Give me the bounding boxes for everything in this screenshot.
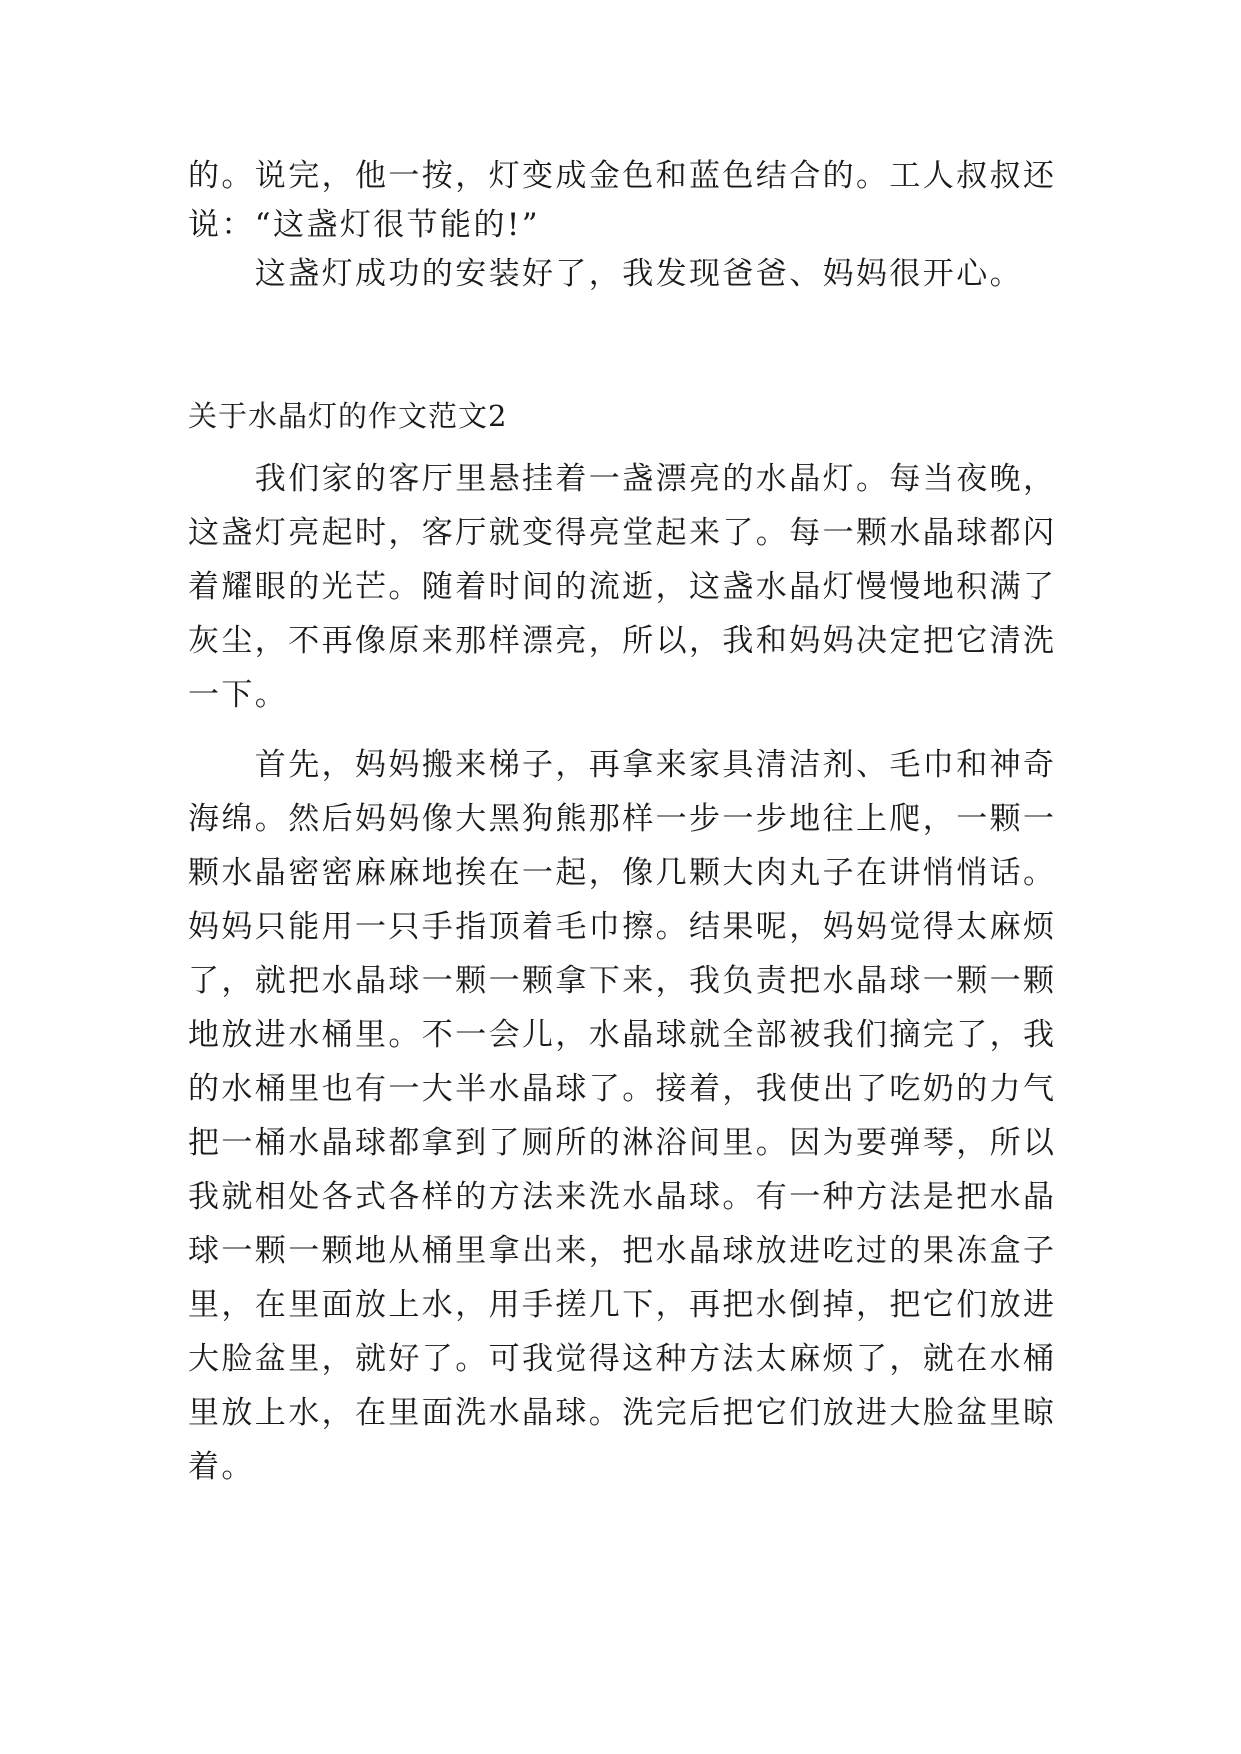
text-line: 大脸盆里，就好了。可我觉得这种方法太麻烦了，就在水桶 <box>188 1341 1057 1377</box>
text-line: 的。说完，他一按，灯变成金色和蓝色结合的。工人叔叔还 <box>188 158 1057 194</box>
text-line: 球一颗一颗地从桶里拿出来，把水晶球放进吃过的果冻盒子 <box>188 1233 1057 1269</box>
text-line: 一下。 <box>188 677 289 713</box>
text-line: 妈妈只能用一只手指顶着毛巾擦。结果呢，妈妈觉得太麻烦 <box>188 909 1057 945</box>
text-line: 里，在里面放上水，用手搓几下，再把水倒掉，把它们放进 <box>188 1287 1057 1323</box>
text-line: 着。 <box>188 1449 255 1485</box>
text-line: 我就相处各式各样的方法来洗水晶球。有一种方法是把水晶 <box>188 1179 1057 1215</box>
text-line: 把一桶水晶球都拿到了厕所的淋浴间里。因为要弹琴，所以 <box>188 1125 1057 1161</box>
text-line: 着耀眼的光芒。随着时间的流逝，这盏水晶灯慢慢地积满了 <box>188 569 1057 605</box>
text-line: 颗水晶密密麻麻地挨在一起，像几颗大肉丸子在讲悄悄话。 <box>188 855 1057 891</box>
text-line: 灰尘，不再像原来那样漂亮，所以，我和妈妈决定把它清洗 <box>188 623 1057 659</box>
text-line: 里放上水，在里面洗水晶球。洗完后把它们放进大脸盆里晾 <box>188 1395 1057 1431</box>
text-line: 首先，妈妈搬来梯子，再拿来家具清洁剂、毛巾和神奇 <box>188 747 1057 783</box>
text-line: 我们家的客厅里悬挂着一盏漂亮的水晶灯。每当夜晚， <box>188 461 1057 497</box>
text-line: 这盏灯成功的安装好了，我发现爸爸、妈妈很开心。 <box>188 256 1023 292</box>
text-line: 的水桶里也有一大半水晶球了。接着，我使出了吃奶的力气 <box>188 1071 1057 1107</box>
text-line: 了，就把水晶球一颗一颗拿下来，我负责把水晶球一颗一颗 <box>188 963 1057 999</box>
text-line: 说：“这盏灯很节能的!” <box>188 207 540 243</box>
text-line: 海绵。然后妈妈像大黑狗熊那样一步一步地往上爬，一颗一 <box>188 801 1057 837</box>
text-line: 这盏灯亮起时，客厅就变得亮堂起来了。每一颗水晶球都闪 <box>188 515 1057 551</box>
section-title: 关于水晶灯的作文范文2 <box>188 399 508 433</box>
text-line: 地放进水桶里。不一会儿，水晶球就全部被我们摘完了，我 <box>188 1017 1057 1053</box>
